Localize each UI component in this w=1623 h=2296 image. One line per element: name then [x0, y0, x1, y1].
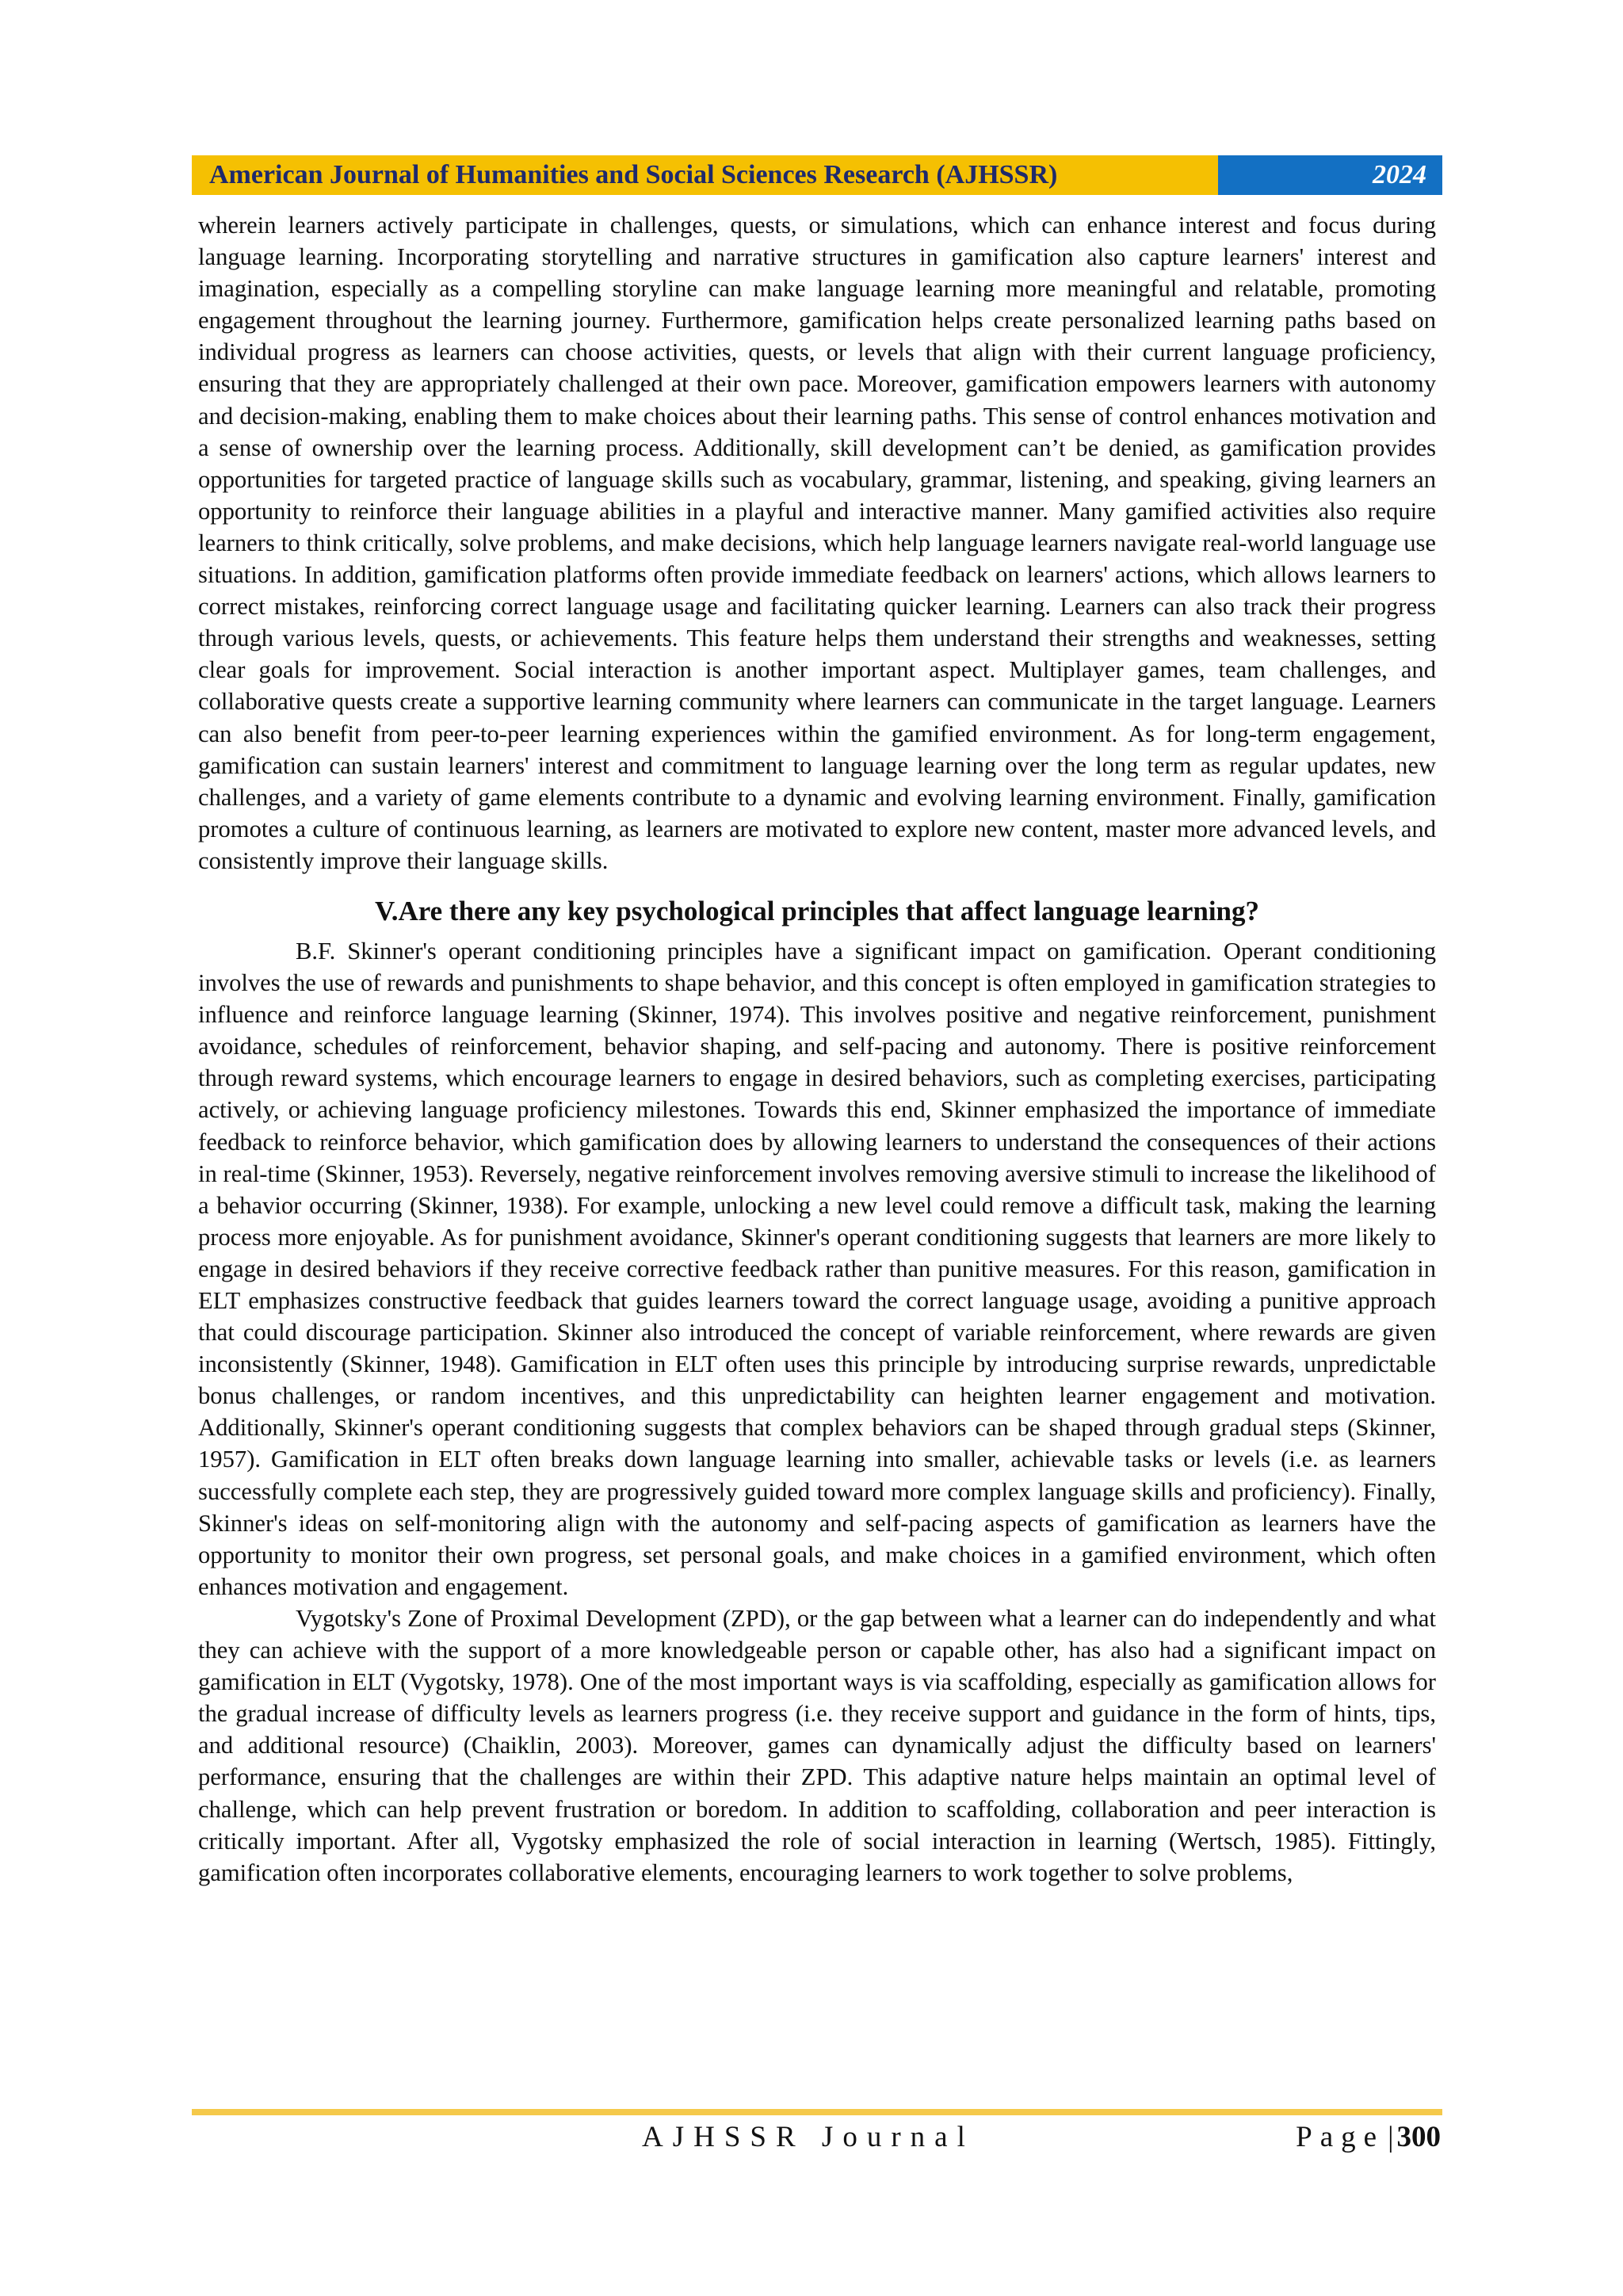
footer-page-indicator	[1296, 2118, 1441, 2157]
footer-journal-label: AJHSSR Journal	[642, 2121, 975, 2153]
section-heading: V.Are there any key psychological principles that affect language learning?	[374, 895, 1260, 926]
header-journal-title: American Journal of Humanities and Social Sciences Research (AJHSSR)	[192, 155, 1218, 195]
footer-divider	[192, 2109, 1442, 2115]
article-body	[198, 209, 1436, 1889]
body-paragraph-3: Vygotsky's Zone of Proximal Development (ZPD), or the gap between what a learner can do independently and what they can achieve with the support of a more knowledgeable person or capable other, has also had a significant impact on gamification in ELT (Vygotsky, 1978). One of the most important ways is via scaffolding, especially as gamification allows for the gradual increase of difficulty levels as learners progress (i.e. they receive support and guidance in the form of hints, tips, and additional resource) (Chaiklin, 2003). Moreover, games can dynamically adjust the difficulty based on learners' performance, ensuring that the challenges are within their ZPD. This adaptive nature helps maintain an optimal level of challenge, which can help prevent frustration or boredom. In addition to scaffolding, collaboration and peer interaction is critically important. After all, Vygotsky emphasized the role of social interaction in learning (Wertsch, 1985). Fittingly, gamification often incorporates collaborative elements, encouraging learners to work together to solve problems,	[198, 1604, 1436, 1886]
body-paragraph-1: wherein learners actively participate in challenges, quests, or simulations, which can enhance interest and focus during language learning. Incorporating storytelling and narrative structures in gamification also capture learners' interest and imagination, especially as a compelling storyline can make language learning more meaningful and relatable, promoting engagement throughout the learning journey. Furthermore, gamification helps create personalized learning paths based on individual progress as learners can choose activities, quests, or levels that align with their current language proficiency, ensuring that they are appropriately challenged at their own pace. Moreover, gamification empowers learners with autonomy and decision-making, enabling them to make choices about their learning paths. This sense of control enhances motivation and a sense of ownership over the learning process. Additionally, skill development can’t be denied, as gamification provides opportunities for targeted practice of language skills such as vocabulary, grammar, listening, and speaking, giving learners an opportunity to reinforce their language abilities in a playful and interactive manner. Many gamified activities also require learners to think critically, solve problems, and make decisions, which help language learners navigate real-world language use situations. In addition, gamification platforms often provide immediate feedback on learners' actions, which allows learners to correct mistakes, reinforcing correct language usage and facilitating quicker learning. Learners can also track their progress through various levels, quests, or achievements. This feature helps them understand their strengths and weaknesses, setting clear goals for improvement. Social interaction is another important aspect. Multiplayer games, team challenges, and collaborative quests create a supportive learning community where learners can communicate in the target language. Learners can also benefit from peer-to-peer learning experiences within the gamified environment. As for long-term engagement, gamification can sustain learners' interest and commitment to language learning over the long term as regular updates, new challenges, and a variety of game elements contribute to a dynamic and evolving learning environment. Finally, gamification promotes a culture of continuous learning, as learners are motivated to explore new content, master more advanced levels, and consistently improve their language skills.	[198, 212, 1436, 874]
footer-page-separator: |	[1388, 2121, 1394, 2153]
body-paragraph-2: B.F. Skinner's operant conditioning principles have a significant impact on gamification. Operant conditioning involves the use of rewards and punishments to shape behavior, and this concept is often employed in gamification strategies to influence and reinforce language learning (Skinner, 1974). This involves positive and negative reinforcement, punishment avoidance, schedules of reinforcement, behavior shaping, and self-pacing and autonomy. There is positive reinforcement through reward systems, which encourage learners to engage in desired behaviors, such as completing exercises, participating actively, or achieving language proficiency milestones. Towards this end, Skinner emphasized the importance of immediate feedback to reinforce behavior, which gamification does by allowing learners to understand the consequences of their actions in real-time (Skinner, 1953). Reversely, negative reinforcement involves removing aversive stimuli to increase the likelihood of a behavior occurring (Skinner, 1938). For example, unlocking a new level could remove a difficult task, making the learning process more enjoyable. As for punishment avoidance, Skinner's operant conditioning suggests that learners are more likely to engage in desired behaviors if they receive corrective feedback rather than punitive measures. For this reason, gamification in ELT emphasizes constructive feedback that guides learners toward the correct language usage, avoiding a punitive approach that could discourage participation. Skinner also introduced the concept of variable reinforcement, where rewards are given inconsistently (Skinner, 1948). Gamification in ELT often uses this principle by introducing surprise rewards, unpredictable bonus challenges, or random incentives, and this unpredictability can heighten learner engagement and motivation. Additionally, Skinner's operant conditioning suggests that complex behaviors can be shaped through gradual steps (Skinner, 1957). Gamification in ELT often breaks down language learning into smaller, achievable tasks or levels (i.e. as learners successfully complete each step, they are progressively guided toward more complex language skills and proficiency). Finally, Skinner's ideas on self-monitoring align with the autonomy and self-pacing aspects of gamification as learners have the opportunity to monitor their own progress, set personal goals, and make choices in a gamified environment, which often enhances motivation and engagement.	[198, 937, 1436, 1600]
running-header	[192, 155, 1442, 195]
footer-page-number: 300	[1396, 2121, 1441, 2153]
footer-page-label: Page	[1296, 2121, 1385, 2153]
header-year: 2024	[1218, 155, 1442, 195]
